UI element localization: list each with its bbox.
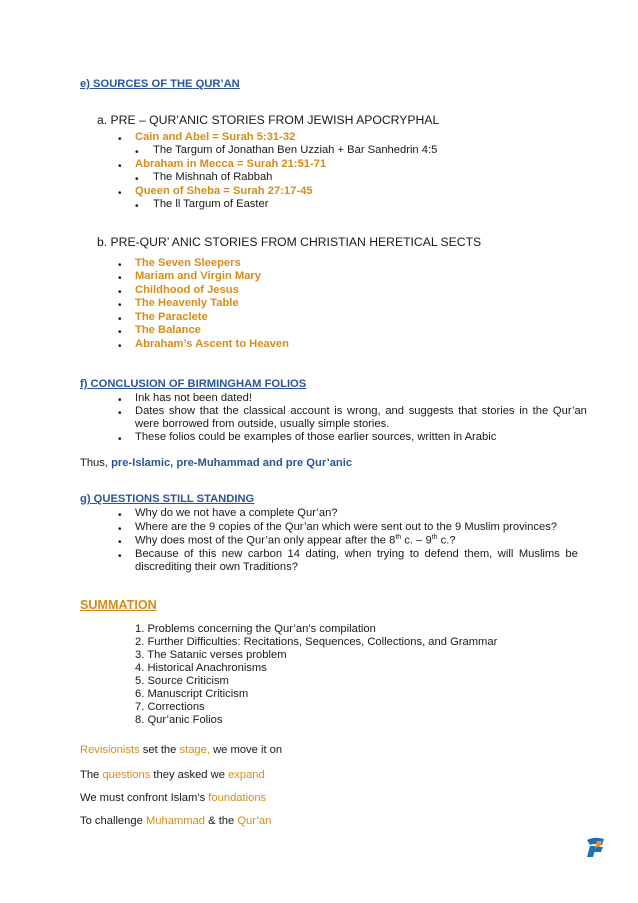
closing-text: we move it on — [209, 744, 283, 756]
ordinal-suffix: th — [395, 534, 402, 541]
bullet: • — [135, 201, 139, 212]
bullet: • — [118, 161, 122, 172]
summation-item: 3. The Satanic verses problem — [135, 649, 287, 661]
question-item — [135, 534, 456, 547]
closing-text: & the — [205, 815, 238, 827]
ordinal-suffix: th — [431, 534, 438, 541]
conclusion-item-continued: were borrowed from outside, usually simple stories. — [135, 418, 390, 430]
closing-highlight: foundations — [208, 792, 267, 804]
thus-highlight: pre-Islamic, pre-Muhammad and pre Qur’anic — [111, 457, 353, 469]
closing-text: they asked we — [150, 769, 229, 781]
bullet: • — [118, 434, 122, 445]
section-f-heading: f) CONCLUSION OF BIRMINGHAM FOLIOS — [80, 378, 307, 390]
summation-item: 8. Qur’anic Folios — [135, 714, 223, 726]
bullet: • — [118, 300, 122, 311]
heretical-story: The Paraclete — [135, 311, 208, 323]
bullet: • — [118, 395, 122, 406]
question-item: Where are the 9 copies of the Qur’an which were sent out to the 9 Muslim provinces? — [135, 521, 558, 533]
closing-text: set the — [139, 744, 180, 756]
closing-highlight: stage, — [179, 744, 210, 756]
question-item: Why do we not have a complete Qur’an? — [135, 507, 338, 519]
summation-item: 7. Corrections — [135, 701, 205, 713]
bullet: • — [118, 273, 122, 284]
summation-heading: SUMMATION — [80, 598, 157, 612]
closing-text: We must confront Islam’s — [80, 792, 209, 804]
subsection-b-label: b. PRE-QUR’ ANIC STORIES FROM CHRISTIAN HERETICAL SECTS — [97, 235, 482, 249]
bullet: • — [118, 314, 122, 325]
closing-highlight: Qur’an — [237, 815, 272, 827]
heretical-story: The Balance — [135, 324, 201, 336]
conclusion-item: Dates show that the classical account is wrong, and suggests that stories in the Qur’an — [135, 405, 587, 417]
bullet: • — [118, 287, 122, 298]
summation-item: 2. Further Difficulties: Recitations, Sequences, Collections, and Grammar — [135, 636, 498, 648]
heretical-story: Abraham’s Ascent to Heaven — [135, 338, 289, 350]
story-title: Queen of Sheba = Surah 27:17-45 — [135, 185, 313, 197]
heretical-story: Childhood of Jesus — [135, 284, 239, 296]
bullet: • — [118, 537, 122, 548]
summation-item: 4. Historical Anachronisms — [135, 662, 267, 674]
closing-highlight: Muhammad — [145, 815, 206, 827]
conclusion-item: These folios could be examples of those earlier sources, written in Arabic — [135, 431, 497, 443]
closing-highlight: questions — [102, 769, 151, 781]
story-title: Cain and Abel = Surah 5:31-32 — [135, 131, 296, 143]
bullet: • — [118, 188, 122, 199]
bullet: • — [118, 260, 122, 271]
closing-line-3 — [80, 792, 266, 804]
bullet: • — [135, 147, 139, 158]
summation-item: 5. Source Criticism — [135, 675, 229, 687]
question-text: Why does most of the Qur’an only appear after the 8 — [135, 534, 396, 547]
bullet: • — [118, 524, 122, 535]
thus-statement — [80, 457, 352, 469]
question-text: c.? — [437, 534, 456, 547]
bullet: • — [118, 510, 122, 521]
bullet: • — [118, 327, 122, 338]
closing-line-4 — [80, 815, 271, 827]
summation-item: 1. Problems concerning the Qur’an’s compilation — [135, 623, 376, 635]
bullet: • — [118, 408, 122, 419]
question-text: c. – 9 — [401, 534, 432, 547]
heretical-story: Mariam and Virgin Mary — [135, 270, 262, 282]
story-title: Abraham in Mecca = Surah 21:51-71 — [135, 158, 327, 170]
bullet: • — [118, 134, 122, 145]
thus-prefix: Thus, — [80, 457, 112, 469]
summation-item: 6. Manuscript Criticism — [135, 688, 249, 700]
subsection-a-label: a. PRE – QUR’ANIC STORIES FROM JEWISH APOCRYPHAL — [97, 113, 440, 127]
bullet: • — [118, 341, 122, 352]
question-item: Because of this new carbon 14 dating, when trying to defend them, will Muslims be — [135, 548, 578, 560]
conclusion-item: Ink has not been dated! — [135, 392, 252, 404]
closing-line-2 — [80, 769, 265, 781]
bullet: • — [118, 551, 122, 562]
ministry-logo-icon — [584, 836, 606, 858]
closing-text: The — [80, 769, 103, 781]
section-g-heading: g) QUESTIONS STILL STANDING — [80, 493, 255, 505]
section-e-heading: e) SOURCES OF THE QUR’AN — [80, 78, 240, 90]
closing-highlight: Revisionists — [80, 744, 140, 756]
closing-line-1 — [80, 744, 282, 756]
story-source: The ll Targum of Easter — [153, 198, 269, 210]
story-source: The Targum of Jonathan Ben Uzziah + Bar Sanhedrin 4:5 — [153, 144, 438, 156]
bullet: • — [135, 174, 139, 185]
question-item-continued: discrediting their own Traditions? — [135, 561, 298, 573]
heretical-story: The Seven Sleepers — [135, 257, 241, 269]
closing-highlight: expand — [228, 769, 265, 781]
heretical-story: The Heavenly Table — [135, 297, 239, 309]
story-source: The Mishnah of Rabbah — [153, 171, 273, 183]
closing-text: To challenge — [80, 815, 146, 827]
